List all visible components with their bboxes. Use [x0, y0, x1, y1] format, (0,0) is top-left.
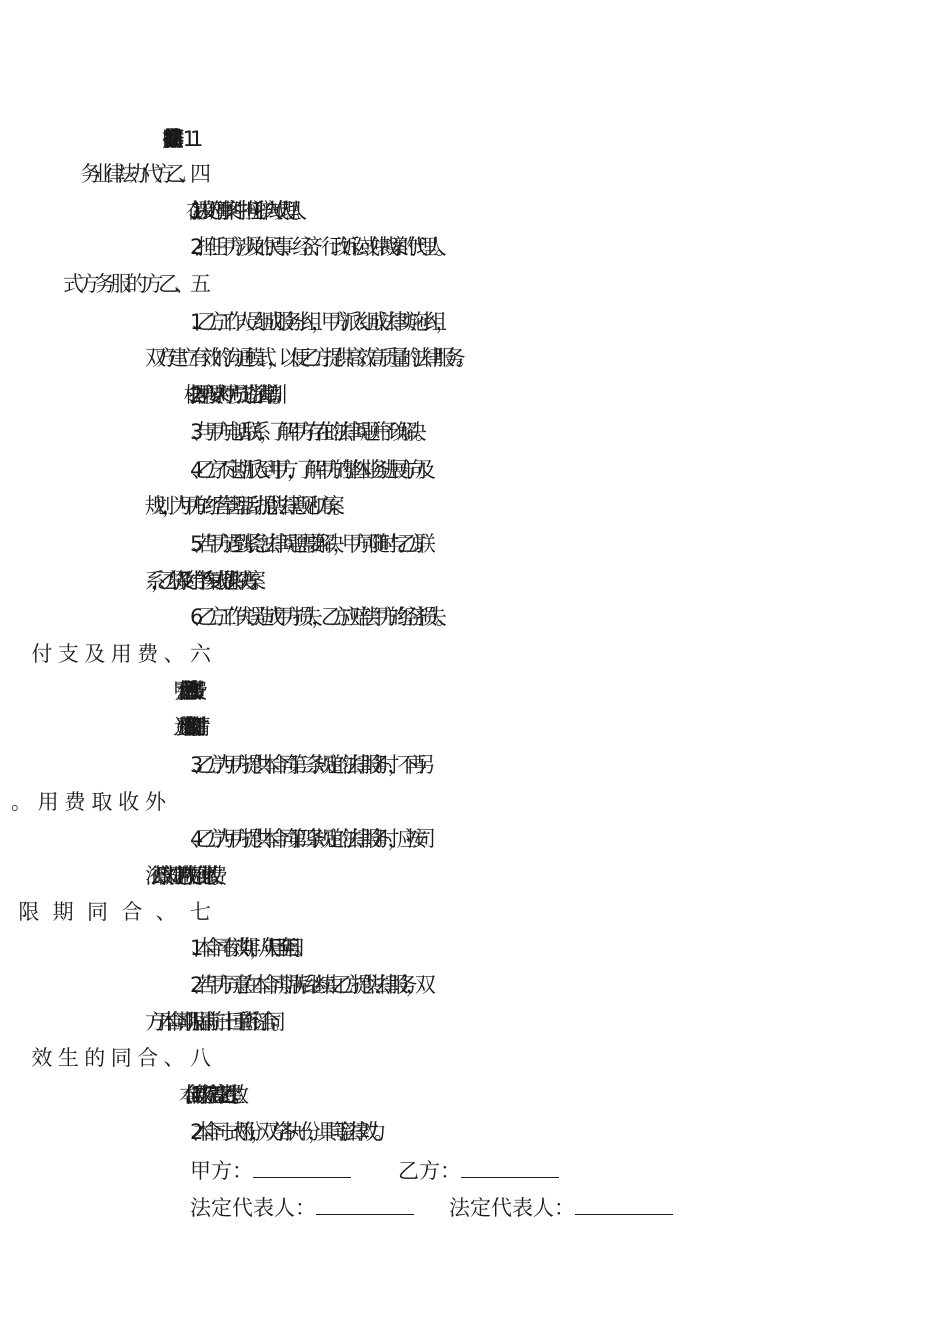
- contract-line: 2、 若甲方同意在本合同期满后继续由乙方提供法律服务，双: [190, 973, 425, 997]
- contract-line: 1、 乙方工作人员组成服务小组，甲方派人组成法律实施小组，: [190, 310, 446, 334]
- contract-line: 1、 本合同自双方签字盖章之日起生效。: [190, 1083, 236, 1107]
- rep-a-blank: [316, 1194, 414, 1215]
- contract-line: 1、 在涉及的刑事案件中担任辩护人或代理人。: [190, 199, 299, 223]
- contract-line: 2、 本合同一式两份，双方各执一份，具同等法律效力。: [190, 1120, 383, 1144]
- contract-line: 2、 上述费用于本合同签订时付清。: [190, 715, 194, 739]
- contract-line: [0, 900, 950, 924]
- contract-line: [0, 162, 950, 186]
- contract-line: 2、 根据甲方要求对甲方员工进行法律培训。: [190, 383, 278, 407]
- contract-line: 4、 乙方不定期派人到甲方，了解甲方的整体业务进展方向及: [190, 458, 425, 482]
- party-b-blank: [461, 1157, 559, 1178]
- rep-a-signature: [190, 1194, 414, 1220]
- contract-line: [0, 679, 950, 703]
- rep-b-label: 法定代表人：: [449, 1196, 575, 1220]
- contract-line: 3、 乙方为甲方提供本合同第三条规定的法律服务时，不再另: [190, 753, 425, 777]
- contract-line: 1、 本合同有效期 年，从 年 月 日至 年 月 日。: [190, 936, 303, 960]
- contract-line: 双方建立有效的沟通模式，以便乙方提供高效高质量的法律服务。: [145, 346, 467, 370]
- rep-b-blank: [575, 1194, 673, 1215]
- party-b-signature: [398, 1157, 559, 1183]
- contract-line: 规划，为甲方的经营管理活动提供法律意见和方案。: [145, 494, 341, 518]
- contract-line: [0, 790, 950, 814]
- contract-line: [0, 1046, 950, 1070]
- party-a-signature: [190, 1157, 351, 1183]
- contract-line: 2、 担任甲方涉及的民事、经济、行政诉讼或仲裁案的代理人。: [190, 235, 446, 259]
- contract-line: [0, 642, 950, 666]
- party-a-blank: [253, 1157, 351, 1178]
- contract-line: 系，乙方将及时给予答复或提供解决方案。: [145, 569, 257, 593]
- contract-line: 3、 与甲方电话联系，了解甲方存在的法律问题并予以解决。: [190, 420, 425, 444]
- contract-line: 4、 乙方为甲方提供本合同第四条规定的法律服务时，应按司: [190, 827, 425, 851]
- rep-a-label: 法定代表人：: [190, 1196, 316, 1220]
- party-b-label: 乙方：: [398, 1159, 461, 1183]
- contract-line: [0, 272, 950, 296]
- party-a-label: 甲方：: [190, 1159, 253, 1183]
- contract-line: 6、 乙方工作失误造成甲方损失，乙方应赔偿甲方的经济损失。: [190, 605, 446, 629]
- contract-line: [0, 127, 950, 151]
- rep-b-signature: [449, 1194, 673, 1220]
- contract-line: 5、 若甲方遇到紧急法律问题需要解决，甲方可随时与乙方联: [190, 532, 425, 556]
- contract-line: 方于本合同期限届满前三十日重新签订合同。: [145, 1010, 278, 1034]
- contract-line: 法行政部门规定的收费标准优惠收费。: [145, 864, 215, 888]
